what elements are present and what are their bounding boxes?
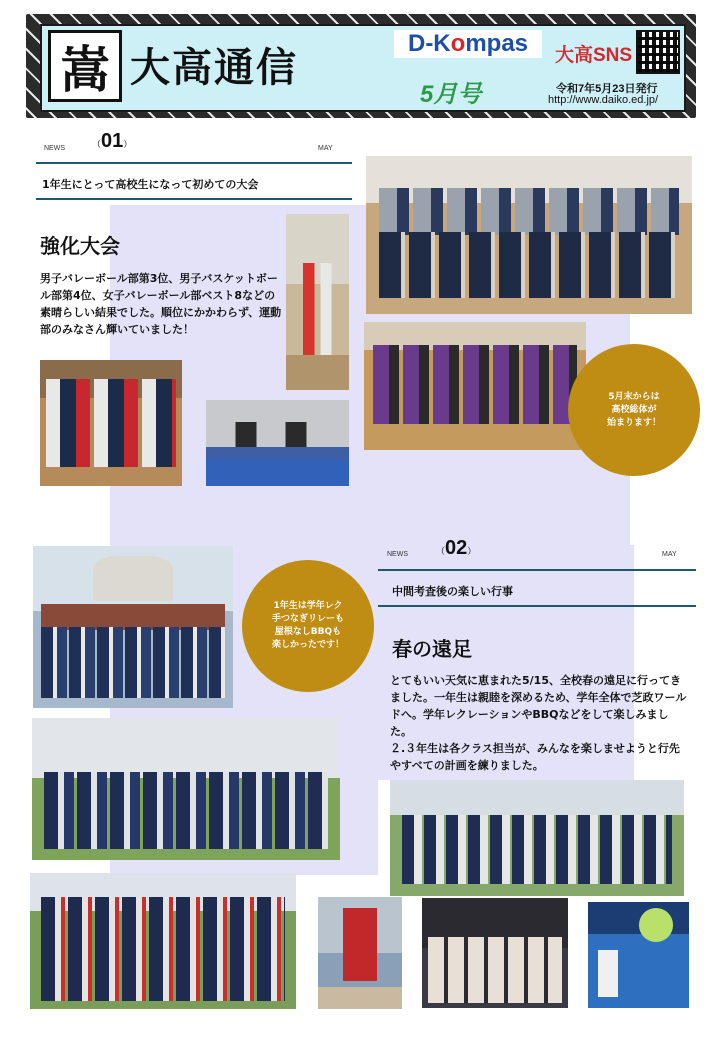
school-url-link[interactable]: http://www.daiko.ed.jp/: [548, 94, 659, 106]
brand-part3: mpas: [465, 30, 529, 57]
news2-number-value: 02: [445, 537, 468, 559]
paren-open: （: [436, 546, 446, 556]
basketball-jump-photo: [286, 214, 349, 390]
qr-code-icon[interactable]: [636, 30, 680, 74]
callout-line: 始まります！: [606, 417, 661, 428]
statue-group-photo: [33, 546, 233, 708]
callout-line: 1年生は学年レク: [273, 601, 343, 611]
news2-month: MAY: [662, 551, 677, 558]
tennis-game-photo: [588, 902, 689, 1008]
table-tennis-photo: [206, 400, 349, 486]
news2-subtitle: 中間考査後の楽しい行事: [392, 585, 513, 598]
news2-heading: 春の遠足: [392, 637, 472, 661]
volleyball-team-photo: [366, 156, 692, 314]
news1-label: NEWS: [44, 145, 65, 152]
news1-subtitle: 1年生にとって高校生になって初めての大会: [42, 178, 259, 191]
news1-number: [92, 130, 132, 153]
brand-logo: [394, 30, 542, 58]
brand-part1: D-K: [407, 30, 451, 57]
sns-label: 大高SNS: [555, 45, 633, 66]
news1-bottom-rule: [36, 198, 352, 200]
field-group-photo: [32, 718, 340, 860]
newsletter-title: 大高通信: [130, 44, 298, 91]
news2-top-rule: [378, 569, 696, 571]
basketball-team-photo: [40, 360, 182, 486]
news1-month: MAY: [318, 145, 333, 152]
hero-statue-photo: [318, 897, 402, 1009]
news1-body: 男子バレーボール部第3位、男子バスケットボール部第4位、女子バレーボール部ベスト8などの素晴らしい結果でした。順位にかかわらず、運動部のみなさん輝いていました！: [40, 272, 282, 336]
news2-bottom-rule: [378, 605, 696, 607]
school-logo: 嵩: [48, 30, 122, 102]
callout-line: 高校総体が: [611, 404, 657, 415]
news1-number-value: 01: [101, 130, 124, 152]
news2-callout: [242, 560, 374, 692]
callout-line: 屋根なしBBQも: [274, 627, 342, 637]
callout-line: 楽しかったです！: [271, 640, 344, 650]
escape-game-photo: [422, 898, 568, 1008]
callout-line: 5月末からは: [608, 391, 660, 402]
news1-top-rule: [36, 162, 352, 164]
news1-heading: 強化大会: [40, 234, 120, 258]
news2-number: [436, 537, 476, 560]
news2-body: [390, 672, 688, 774]
news1-callout-text: [607, 391, 661, 430]
seaside-group-photo: [390, 780, 684, 896]
volleyball-huddle-photo: [364, 322, 586, 450]
brand-part2: o: [450, 30, 466, 57]
news2-label: NEWS: [387, 551, 408, 558]
issue-date: 令和7年5月23日発行: [556, 83, 658, 95]
issue-label: 5月号: [420, 81, 482, 108]
paren-close: ）: [467, 546, 477, 556]
news2-body-para1: とてもいい天気に恵まれた5/15、全校春の遠足に行ってきました。一年生は親睦を深めるため、学年全体で芝政ワールドへ。学年レクレーションやBBQなどをして楽しみました。: [390, 674, 687, 738]
callout-line: 手つなぎリレーも: [271, 614, 344, 624]
news1-callout: [568, 344, 700, 476]
paren-open: （: [92, 139, 102, 149]
news2-body-para2: ２.３年生は各クラス担当が、みんなを楽しませようと行先やすべての計画を練りました。: [390, 742, 680, 772]
news2-callout-text: [272, 600, 344, 652]
paren-close: ）: [123, 139, 133, 149]
class-group-photo: [30, 873, 296, 1009]
